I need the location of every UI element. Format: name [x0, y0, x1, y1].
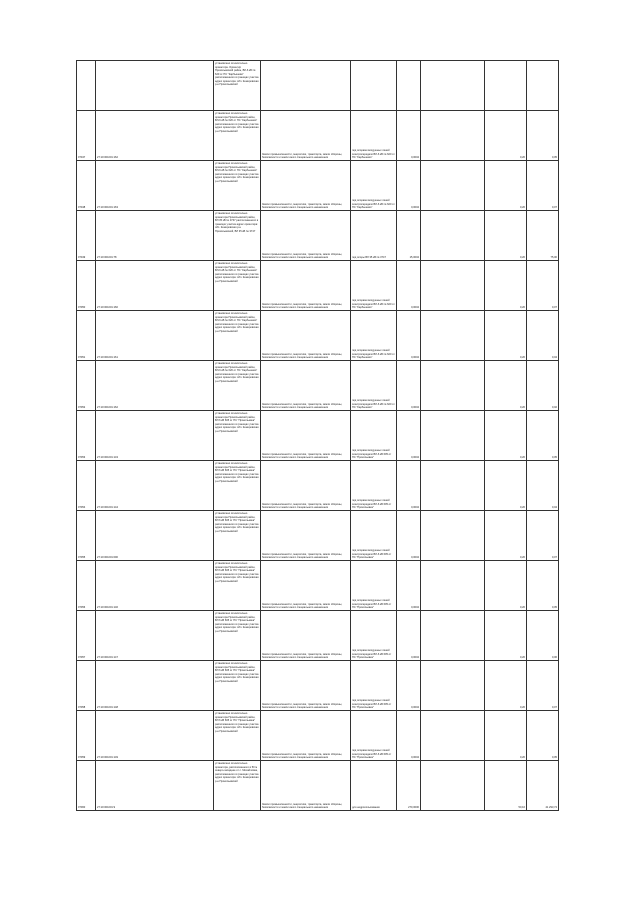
cell-cadastral-number: 27:10:001001:143 [96, 411, 214, 461]
cell-address: установлено относительно ориентира Прокопьевский район, ВЛ-6 кВ № 620 от ПС "Карбышево" расположенного в границах участка адрес ориентира: обл. Кемеровская р-н Прокопьевский [214, 311, 261, 361]
cell-address: установлено относительно ориентира Прокопьевский район, ВЛ 6 кВ 605 от ПС "Прокопьевка" расположенного в границах участка адрес ориентира: обл. Кемеровская р-н Прокопьевский [214, 561, 261, 611]
cell-land-category: Земли промышленности, энергетики, транспорта, земли обороны, безопасности и земли иного специального назначения [261, 161, 351, 211]
cell-empty [527, 61, 559, 111]
cell-value-2: 0,04 [527, 461, 559, 511]
cell-land-category: Земли промышленности, энергетики, транспорта, земли обороны, безопасности и земли иного специального назначения [261, 461, 351, 511]
table-row-top-fragment [77, 61, 559, 111]
cell-value-1: 0,20 [485, 511, 527, 561]
cell-area: 0,0004 [397, 361, 421, 411]
cell-value-2: 0,02 [527, 361, 559, 411]
cell-address: установлено относительно ориентира Прокопьевский район, ВЛ-6 кВ № 620 от ПС "Карбышево" расположенного в границах участка адрес ориентира: обл. Кемеровская р-н Прокопьевский [214, 161, 261, 211]
cell-land-category: Земли промышленности, энергетики, транспорта, земли обороны, безопасности и земли иного специального назначения [261, 711, 351, 761]
cell-cadastral-number: 27:10:001001:144 [96, 461, 214, 511]
cell-address: установлено относительно ориентира Прокопьевский район, ВЛ 6 кВ 605 от ПС "Прокопьевка" расположенного в границах участка адрес ориентира: обл. Кемеровская р-н Прокопьевский [214, 411, 261, 461]
cell-empty [421, 511, 485, 561]
cell-cadastral-number: 27:10:001001:146 [96, 561, 214, 611]
cell-area: 0,0004 [397, 711, 421, 761]
cell-cadastral-number: 27:10:001001:148 [96, 661, 214, 711]
cell-value-2: 0,04 [527, 311, 559, 361]
cell-value-1: 0,20 [485, 561, 527, 611]
cell-land-category: Земли промышленности, энергетики, транспорта, земли обороны, безопасности и земли иного специального назначения [261, 611, 351, 661]
cell-cadastral-number: 27:10:001001:160 [96, 261, 214, 311]
cell-land-category: Земли промышленности, энергетики, транспорта, земли обороны, безопасности и земли иного специального назначения [261, 361, 351, 411]
table-row [77, 411, 559, 461]
cell-number: 07048 [77, 161, 96, 211]
cell-address: установлено относительно ориентира Прокопьевский район, ВЛ-6 кВ № 620 от ПС "Карбышево" расположенного в границах участка адрес ориентира: обл. Кемеровская р-н Прокопьевский [214, 261, 261, 311]
cell-area: 0,0004 [397, 511, 421, 561]
cell-area: 0,0004 [397, 611, 421, 661]
cell-cadastral-number: 27:10:001001:162 [96, 111, 214, 161]
cell-empty [421, 661, 485, 711]
cell-empty [421, 111, 485, 161]
cell-value-1: 0,20 [485, 111, 527, 161]
cell-area: 0,0004 [397, 461, 421, 511]
cell-area: 0,0004 [397, 111, 421, 161]
cell-permitted-use: под опорами воздушных линий электропередачи ВЛ-6 кВ 605 от ПС "Прокопьевка" [351, 511, 397, 561]
cell-permitted-use: под опорами воздушных линий электропередачи ВЛ-6 кВ 605 от ПС "Прокопьевка" [351, 461, 397, 511]
cell-area: 0,0004 [397, 311, 421, 361]
cell-land-category: Земли промышленности, энергетики, транспорта, земли обороны, безопасности и земли иного специального назначения [261, 261, 351, 311]
cell-address: установлено относительно ориентира. Ориентир Прокопьевский район, ВЛ-6 кВ № 620 от ПС "Карбышево" расположенного в границах участка адрес ориентира: обл. Кемеровская р-н Прокопьевский [214, 61, 261, 111]
cell-cadastral-number: 27:10:001001:147 [96, 611, 214, 661]
cell-area: 270,0000 [397, 761, 421, 811]
cell-empty [421, 561, 485, 611]
cell-number: 07060 [77, 761, 96, 811]
cell-value-1: 0,20 [485, 261, 527, 311]
cell-value-1: 0,20 [485, 661, 527, 711]
cell-permitted-use: под опорами воздушных линий электропередачи ВЛ-6 кВ 605 от ПС "Прокопьевка" [351, 661, 397, 711]
cell-empty [421, 211, 485, 261]
cell-number: 07053 [77, 411, 96, 461]
cell-land-category: Земли промышленности, энергетики, транспорта, земли обороны, безопасности и земли иного специального назначения [261, 561, 351, 611]
cell-empty [421, 311, 485, 361]
cell-permitted-use: под опорами воздушных линий электропередачи ВЛ-6 кВ № 620 от ПС "Карбышево" [351, 311, 397, 361]
cell-value-2: 0,05 [527, 561, 559, 611]
cell-permitted-use: под опорами воздушных линий электропередачи ВЛ-6 кВ № 620 от ПС "Карбышево" [351, 111, 397, 161]
cell-cadastral-number: 27:10:001001:78 [96, 211, 214, 261]
cell-empty [421, 61, 485, 111]
table-row [77, 361, 559, 411]
cell-address: установлено относительно ориентира Прокопьевский район, ВЛ 6 кВ 605 от ПС "Прокопьевка" расположенного в границах участка адрес ориентира: обл. Кемеровская р-н Прокопьевский [214, 511, 261, 561]
cell-value-1: 0,20 [485, 461, 527, 511]
table-row [77, 311, 559, 361]
cell-cadastral-number: 27:10:001001:149 [96, 711, 214, 761]
cell-address: установлено относительно ориентира Прокопьевский район, ВЛ 6 кВ 605 от ПС "Прокопьевка" расположенного в границах участка адрес ориентира: обл. Кемеровская р-н Прокопьевский [214, 661, 261, 711]
cell-value-2: 0,07 [527, 511, 559, 561]
table-row [77, 661, 559, 711]
cell-land-category: Земли промышленности, энергетики, транспорта, земли обороны, безопасности и земли иного специального назначения [261, 411, 351, 461]
cell-area: 0,0004 [397, 561, 421, 611]
cell-empty [421, 761, 485, 811]
cell-area: 0,0004 [397, 661, 421, 711]
cell-number: 07057 [77, 611, 96, 661]
cell-empty [351, 61, 397, 111]
cell-address: установлено относительно ориентира Прокопьевский район, ВЛ-6 кВ № 620 от ПС "Карбышево" расположенного в границах участка адрес ориентира: обл. Кемеровская р-н Прокопьевский [214, 361, 261, 411]
cell-empty [421, 711, 485, 761]
cell-number: 07058 [77, 661, 96, 711]
cell-value-2: 0,07 [527, 661, 559, 711]
table-row [77, 561, 559, 611]
cell-number: 07055 [77, 511, 96, 561]
cell-value-2: 0,05 [527, 711, 559, 761]
cell-permitted-use: под опорами воздушных линий электропередачи ВЛ-6 кВ № 620 от ПС "Карбышево" [351, 361, 397, 411]
cell-value-2: 0,05 [527, 111, 559, 161]
cell-empty [397, 61, 421, 111]
table-row [77, 711, 559, 761]
cell-empty [421, 161, 485, 211]
cell-permitted-use: под опорами воздушных линий электропередачи ВЛ-6 кВ № 620 от ПС "Карбышево" [351, 261, 397, 311]
table-row [77, 761, 559, 811]
cell-permitted-use: под опорами воздушных линий электропередачи ВЛ-6 кВ 605 от ПС "Прокопьевка" [351, 711, 397, 761]
cell-value-1: 0,20 [485, 611, 527, 661]
table-row [77, 111, 559, 161]
cell-address: установлено относительно ориентира, расположенного в 50 м северо-западнее от с. Михайловка, расположенного в границах участка адрес ориентира: обл. Кемеровская р-н Прокопьевский [214, 761, 261, 811]
cell-land-category: Земли промышленности, энергетики, транспорта, земли обороны, безопасности и земли иного специального назначения [261, 211, 351, 261]
cell-permitted-use: под опоры ВЛ 35 кВ № 3747 [351, 211, 397, 261]
cell-address: установлено относительно ориентира Прокопьевский район, ВЛ 6 кВ 605 от ПС "Прокопьевка" расположенного в границах участка адрес ориентира: обл. Кемеровская р-н Прокопьевский [214, 461, 261, 511]
cell-address: установлено относительно ориентира Прокопьевский район, ВЛ 35 кВ № 3747 расположенного в границах участка адрес ориентира: обл. Кемеровская р-н Прокопьевский, ВЛ 35 кВ № 3747 [214, 211, 261, 261]
cell-value-2: 75,00 [527, 211, 559, 261]
cell-empty [96, 61, 214, 111]
cell-cadastral-number: 27:10:001001:161 [96, 311, 214, 361]
cell-land-category: Земли промышленности, энергетики, транспорта, земли обороны, безопасности и земли иного специального назначения [261, 761, 351, 811]
cell-empty [261, 61, 351, 111]
cell-value-1: 0,20 [485, 711, 527, 761]
cell-number: 07047 [77, 111, 96, 161]
cell-number: 07050 [77, 261, 96, 311]
cell-cadastral-number: 27:10:001001:9 [96, 761, 214, 811]
cell-permitted-use: под опорами воздушных линий электропередачи ВЛ-6 кВ № 620 от ПС "Карбышево" [351, 161, 397, 211]
cell-value-2: 0,07 [527, 161, 559, 211]
cell-value-1: 0,20 [485, 211, 527, 261]
cell-area: 15,0004 [397, 211, 421, 261]
cell-value-2: 0,05 [527, 411, 559, 461]
table-row [77, 161, 559, 211]
cell-value-1: 0,20 [485, 361, 527, 411]
cell-value-1: 0,20 [485, 161, 527, 211]
table-row [77, 511, 559, 561]
table-row [77, 211, 559, 261]
cell-empty [485, 61, 527, 111]
cell-land-category: Земли промышленности, энергетики, транспорта, земли обороны, безопасности и земли иного специального назначения [261, 111, 351, 161]
table-row [77, 461, 559, 511]
cell-area: 0,0004 [397, 411, 421, 461]
cell-cadastral-number: 27:10:001001:162 [96, 361, 214, 411]
cell-number: 07059 [77, 711, 96, 761]
cell-empty [421, 411, 485, 461]
cell-empty [421, 361, 485, 411]
cell-number: 07051 [77, 311, 96, 361]
cell-number: 07052 [77, 361, 96, 411]
cell-value-1: 0,20 [485, 411, 527, 461]
cell-cadastral-number: 27:10:001001:090 [96, 511, 214, 561]
cell-permitted-use: для недропользования [351, 761, 397, 811]
cell-cadastral-number: 27:10:001001:163 [96, 161, 214, 211]
cell-value-2: 0,07 [527, 261, 559, 311]
cell-number: 07054 [77, 461, 96, 511]
cell-area: 0,0004 [397, 261, 421, 311]
cell-empty [77, 61, 96, 111]
cell-permitted-use: под опорами воздушных линий электропередачи ВЛ-6 кВ 605 от ПС "Прокопьевка" [351, 611, 397, 661]
cell-land-category: Земли промышленности, энергетики, транспорта, земли обороны, безопасности и земли иного специального назначения [261, 311, 351, 361]
cell-number: 07049 [77, 211, 96, 261]
cell-value-1: 50,16 [485, 761, 527, 811]
cell-land-category: Земли промышленности, энергетики, транспорта, земли обороны, безопасности и земли иного специального назначения [261, 661, 351, 711]
cell-empty [421, 611, 485, 661]
cell-address: установлено относительно ориентира Прокопьевский район, ВЛ-6 кВ № 620 от ПС "Карбышево" расположенного в границах участка адрес ориентира: обл. Кемеровская р-н Прокопьевский [214, 111, 261, 161]
cell-permitted-use: под опорами воздушных линий электропередачи ВЛ-6 кВ 605 от ПС "Прокопьевка" [351, 561, 397, 611]
cell-value-1: 0,20 [485, 311, 527, 361]
table-row [77, 261, 559, 311]
cell-area: 0,0004 [397, 161, 421, 211]
cell-value-2: 0,06 [527, 611, 559, 661]
land-register-table [76, 60, 559, 811]
cell-address: установлено относительно ориентира Прокопьевский район, ВЛ 6 кВ 605 от ПС "Прокопьевка" расположенного в границах участка адрес ориентира: обл. Кемеровская р-н Прокопьевский [214, 711, 261, 761]
cell-value-2: 41 293,74 [527, 761, 559, 811]
cell-land-category: Земли промышленности, энергетики, транспорта, земли обороны, безопасности и земли иного специального назначения [261, 511, 351, 561]
cell-number: 07056 [77, 561, 96, 611]
cell-empty [421, 261, 485, 311]
cell-permitted-use: под опорами воздушных линий электропередачи ВЛ-6 кВ 605 от ПС "Прокопьевка" [351, 411, 397, 461]
cell-address: установлено относительно ориентира Прокопьевский район, ВЛ 6 кВ 605 от ПС "Прокопьевка" расположенного в границах участка адрес ориентира: обл. Кемеровская р-н Прокопьевский [214, 611, 261, 661]
cell-empty [421, 461, 485, 511]
table-row [77, 611, 559, 661]
